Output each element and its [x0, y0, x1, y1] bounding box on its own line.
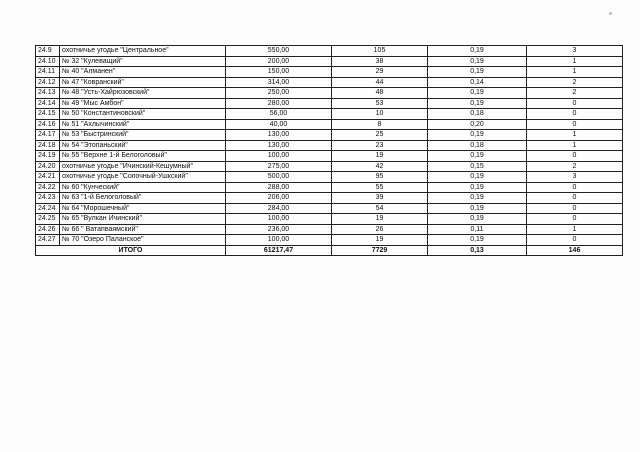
row-number: 24.17: [36, 130, 60, 141]
row-density: 0,19: [428, 46, 527, 57]
table-row: [36, 46, 623, 57]
row-number: 24.25: [36, 214, 60, 225]
row-number: 24.26: [36, 224, 60, 235]
row-quota: 0: [527, 214, 623, 225]
row-count: 105: [332, 46, 428, 57]
row-density: 0,19: [428, 214, 527, 225]
row-name: № 60 "Кунческий": [60, 182, 226, 193]
total-count: 7729: [332, 245, 428, 256]
row-density: 0,11: [428, 224, 527, 235]
row-density: 0,18: [428, 109, 527, 120]
table-row: [36, 67, 623, 78]
row-number: 24.15: [36, 109, 60, 120]
total-quota: 146: [527, 245, 623, 256]
row-count: 55: [332, 182, 428, 193]
row-density: 0,19: [428, 88, 527, 99]
row-count: 95: [332, 172, 428, 183]
row-area: 500,00: [226, 172, 332, 183]
hunting-grounds-table: [35, 45, 623, 256]
row-density: 0,19: [428, 172, 527, 183]
row-name: охотничье угодье "Сопочный-Ушкский": [60, 172, 226, 183]
table-row: [36, 119, 623, 130]
row-name: № 32 "Кулеващий": [60, 56, 226, 67]
row-quota: 3: [527, 172, 623, 183]
total-density: 0,13: [428, 245, 527, 256]
table-row: [36, 193, 623, 204]
row-count: 39: [332, 193, 428, 204]
row-number: 24.27: [36, 235, 60, 246]
row-density: 0,19: [428, 130, 527, 141]
row-name: № 51 "Ахлычинский": [60, 119, 226, 130]
row-number: 24.18: [36, 140, 60, 151]
table-row: [36, 151, 623, 162]
row-density: 0,19: [428, 151, 527, 162]
row-name: № 64 "Морошечный": [60, 203, 226, 214]
table-row: [36, 203, 623, 214]
row-area: 250,00: [226, 88, 332, 99]
row-count: 19: [332, 214, 428, 225]
row-area: 100,00: [226, 235, 332, 246]
table-row: [36, 214, 623, 225]
table-row: [36, 172, 623, 183]
total-label: ИТОГО: [36, 245, 226, 256]
row-name: № 63 "1-й Белоголовый": [60, 193, 226, 204]
table-row: [36, 88, 623, 99]
row-name: № 49 "Мыс Амбон": [60, 98, 226, 109]
row-number: 24.12: [36, 77, 60, 88]
row-quota: 0: [527, 193, 623, 204]
row-name: № 47 "Ковранский": [60, 77, 226, 88]
row-area: 150,00: [226, 67, 332, 78]
row-number: 24.9: [36, 46, 60, 57]
row-count: 44: [332, 77, 428, 88]
row-quota: 0: [527, 182, 623, 193]
table-row: [36, 140, 623, 151]
row-number: 24.13: [36, 88, 60, 99]
total-area: 61217,47: [226, 245, 332, 256]
row-quota: 0: [527, 151, 623, 162]
row-density: 0,14: [428, 77, 527, 88]
row-quota: 3: [527, 46, 623, 57]
table-row: [36, 182, 623, 193]
row-name: охотничье угодье "Центральное": [60, 46, 226, 57]
row-density: 0,19: [428, 56, 527, 67]
row-count: 25: [332, 130, 428, 141]
row-count: 26: [332, 224, 428, 235]
row-number: 24.21: [36, 172, 60, 183]
row-name: № 53 "Быстринский": [60, 130, 226, 141]
row-density: 0,15: [428, 161, 527, 172]
table-row: [36, 77, 623, 88]
row-density: 0,19: [428, 235, 527, 246]
row-number: 24.19: [36, 151, 60, 162]
row-number: 24.10: [36, 56, 60, 67]
row-area: 236,00: [226, 224, 332, 235]
row-quota: 2: [527, 77, 623, 88]
row-number: 24.22: [36, 182, 60, 193]
row-count: 10: [332, 109, 428, 120]
row-count: 48: [332, 88, 428, 99]
row-number: 24.11: [36, 67, 60, 78]
row-area: 130,00: [226, 140, 332, 151]
table-row: [36, 98, 623, 109]
row-quota: 0: [527, 235, 623, 246]
row-density: 0,19: [428, 67, 527, 78]
row-count: 38: [332, 56, 428, 67]
row-quota: 0: [527, 119, 623, 130]
row-name: № 66 " Ватапваямский": [60, 224, 226, 235]
row-quota: 1: [527, 140, 623, 151]
row-area: 100,00: [226, 214, 332, 225]
row-area: 100,00: [226, 151, 332, 162]
row-count: 53: [332, 98, 428, 109]
row-name: охотничье угодье "Ичинский-Кешумный": [60, 161, 226, 172]
row-quota: 1: [527, 130, 623, 141]
row-name: № 48 "Усть-Хайрюзовский": [60, 88, 226, 99]
row-quota: 2: [527, 88, 623, 99]
table-body: [36, 46, 623, 256]
row-quota: 1: [527, 56, 623, 67]
row-count: 19: [332, 151, 428, 162]
row-density: 0,19: [428, 98, 527, 109]
corner-dot: [609, 12, 612, 15]
row-area: 56,00: [226, 109, 332, 120]
row-area: 288,00: [226, 182, 332, 193]
row-name: № 65 "Вулкан Ичинский": [60, 214, 226, 225]
row-name: № 70 "Озеро Паланское": [60, 235, 226, 246]
row-quota: 0: [527, 98, 623, 109]
row-number: 24.20: [36, 161, 60, 172]
row-name: № 40 "Алманен": [60, 67, 226, 78]
row-count: 19: [332, 235, 428, 246]
row-quota: 1: [527, 67, 623, 78]
table-row: [36, 235, 623, 246]
row-quota: 0: [527, 109, 623, 120]
row-count: 23: [332, 140, 428, 151]
row-density: 0,19: [428, 182, 527, 193]
row-quota: 1: [527, 224, 623, 235]
row-density: 0,19: [428, 203, 527, 214]
row-name: № 54 "Этопаньский": [60, 140, 226, 151]
row-number: 24.24: [36, 203, 60, 214]
row-count: 42: [332, 161, 428, 172]
row-quota: 0: [527, 203, 623, 214]
row-area: 550,00: [226, 46, 332, 57]
table-row: [36, 161, 623, 172]
row-density: 0,18: [428, 140, 527, 151]
row-count: 54: [332, 203, 428, 214]
row-area: 206,00: [226, 193, 332, 204]
row-area: 280,00: [226, 98, 332, 109]
row-count: 29: [332, 67, 428, 78]
row-name: № 50 "Константиновский": [60, 109, 226, 120]
row-area: 314,00: [226, 77, 332, 88]
row-area: 130,00: [226, 130, 332, 141]
row-density: 0,19: [428, 193, 527, 204]
table-row: [36, 130, 623, 141]
row-quota: 2: [527, 161, 623, 172]
table-row: [36, 56, 623, 67]
row-area: 40,00: [226, 119, 332, 130]
total-row: [36, 245, 623, 256]
table-row: [36, 109, 623, 120]
row-area: 284,00: [226, 203, 332, 214]
table-row: [36, 224, 623, 235]
row-count: 8: [332, 119, 428, 130]
row-name: № 55 "Верхне 1-й Белоголовый": [60, 151, 226, 162]
row-density: 0,20: [428, 119, 527, 130]
row-area: 275,00: [226, 161, 332, 172]
row-number: 24.14: [36, 98, 60, 109]
row-number: 24.16: [36, 119, 60, 130]
row-area: 200,00: [226, 56, 332, 67]
row-number: 24.23: [36, 193, 60, 204]
